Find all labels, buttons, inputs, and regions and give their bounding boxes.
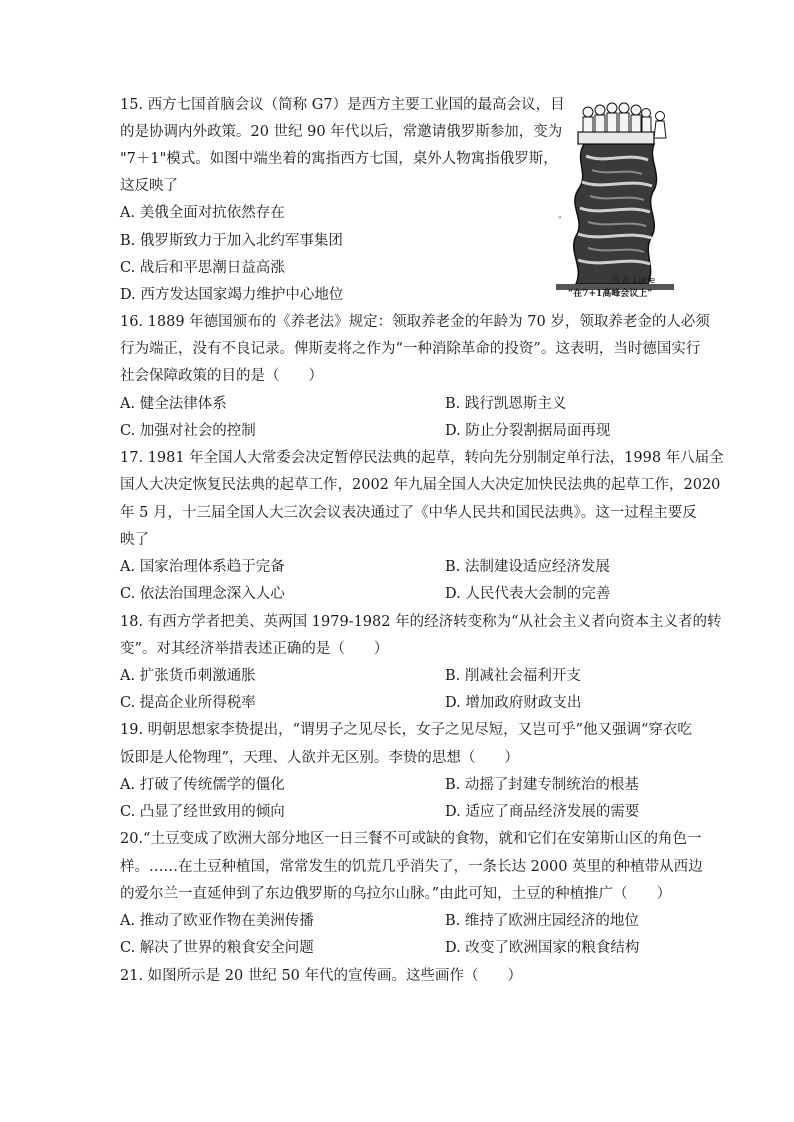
q15-option-d[interactable]: D. 西方发达国家竭力维护中心地位 [120,287,344,303]
q20-stem-line: 20.“土豆变成了欧洲大部分地区一日三餐不可或缺的食物，就和它们在安第斯山区的角色一 [120,831,702,847]
q18-stem-line: 变”。对其经济举措表述正确的是（ ） [120,641,389,657]
q17-option-b[interactable]: B. 法制建设适应经济发展 [445,559,610,575]
q20-option-c[interactable]: C. 解决了世界的粮食安全问题 [120,940,314,956]
q16-option-c[interactable]: C. 加强对社会的控制 [120,423,256,439]
q15-option-a[interactable]: A. 美俄全面对抗依然存在 [120,205,285,221]
q20-stem-line: 的爱尔兰一直延伸到了东边俄罗斯的乌拉尔山脉。”由此可知，土豆的种植推广（ ） [120,886,672,902]
q21-stem-line: 21. 如图所示是 20 世纪 50 年代的宣传画。这些画作（ ） [120,968,523,984]
q18-option-b[interactable]: B. 削减社会福利开支 [445,668,581,684]
svg-text:ᵓ: ᵓ [558,214,561,223]
q17-stem-line: 映了 [120,532,149,548]
g7-cartoon-image [556,86,674,301]
q18-option-a[interactable]: A. 扩张货币刺激通胀 [120,668,256,684]
q19-stem-line: 饭即是人伦物理”，天理、人欲并无区别。李贽的思想（ ） [120,750,519,766]
q19-option-d[interactable]: D. 适应了商品经济发展的需要 [445,804,640,820]
q16-option-a[interactable]: A. 健全法律体系 [120,396,227,412]
q15-stem-line: 的是协调内外政策。20 世纪 90 年代以后，常邀请俄罗斯参加，变为 [120,124,563,140]
q19-option-c[interactable]: C. 凸显了经世致用的倾向 [120,804,285,820]
q20-option-a[interactable]: A. 推动了欧亚作物在美洲传播 [120,913,314,929]
q19-stem-line: 19. 明朝思想家李贽提出，“谓男子之见尽长，女子之见尽短，又岂可乎”他又强调“穿衣吃 [120,722,692,738]
q16-stem-line: 行为端正，没有不良记录。俾斯麦将之作为“一种消除革命的投资”。这表明，当时德国实行 [120,341,701,357]
q15-stem-line: 这反映了 [120,178,178,194]
q15-stem-line: "7＋1"模式。如图中端坐着的寓指西方七国，桌外人物寓指俄罗斯， [120,151,558,167]
q20-option-b[interactable]: B. 维持了欧洲庄园经济的地位 [445,913,639,929]
q18-stem-line: 18. 有西方学者把美、英两国 1979-1982 年的经济转变称为“从社会主义者向资本主义者的转 [120,614,722,630]
q15-option-c[interactable]: C. 战后和平思潮日益高涨 [120,260,285,276]
q19-option-b[interactable]: B. 动摇了封建专制统治的根基 [445,777,639,793]
q17-stem-line: 17. 1981 年全国人大常委会决定暂停民法典的起草，转向先分别制定单行法，1998 年八届全 [120,450,724,466]
cartoon-author: 作者 Lurie [612,276,656,286]
q20-stem-line: 样。……在土豆种植国，常常发生的饥荒几乎消失了，一条长达 2000 英里的种植带从西边 [120,859,703,875]
q17-stem-line: 国人大决定恢复民法典的起草工作，2002 年九届全国人大决定加快民法典的起草工作，2020 [120,477,721,493]
q19-option-a[interactable]: A. 打破了传统儒学的僵化 [120,777,285,793]
q17-option-d[interactable]: D. 人民代表大会制的完善 [445,586,611,602]
q18-option-c[interactable]: C. 提高企业所得税率 [120,695,256,711]
q15-stem-line: 15. 西方七国首脑会议（简称 G7）是西方主要工业国的最高会议，目 [120,97,565,113]
q18-option-d[interactable]: D. 增加政府财政支出 [445,695,582,711]
q17-option-c[interactable]: C. 依法治国理念深入人心 [120,586,285,602]
q16-option-b[interactable]: B. 践行凯恩斯主义 [445,396,567,412]
q20-option-d[interactable]: D. 改变了欧洲国家的粮食结构 [445,940,640,956]
q17-option-a[interactable]: A. 国家治理体系趋于完备 [120,559,285,575]
cartoon-caption: “在7+1高峰会议上” [568,289,653,299]
q15-option-b[interactable]: B. 俄罗斯致力于加入北约军事集团 [120,233,343,249]
q16-stem-line: 16. 1889 年德国颁布的《养老法》规定：领取养老金的年龄为 70 岁，领取养老金的人必须 [120,314,710,330]
q16-option-d[interactable]: D. 防止分裂割据局面再现 [445,423,611,439]
q16-stem-line: 社会保障政策的目的是（ ） [120,368,323,384]
q17-stem-line: 年 5 月，十三届全国人大三次会议表决通过了《中华人民共和国民法典》。这一过程主要反 [120,505,697,521]
